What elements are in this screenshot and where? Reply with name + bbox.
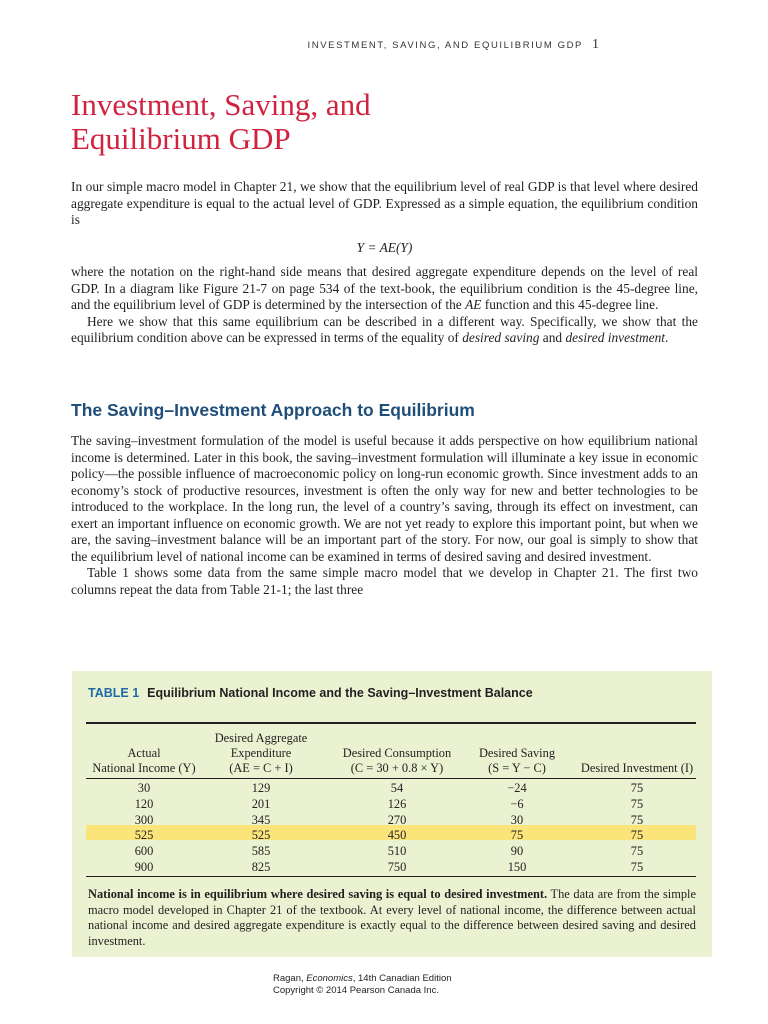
table-row — [86, 860, 696, 876]
column-header-2 — [206, 731, 316, 776]
column-header-3-line: Desired Consumption — [342, 746, 452, 760]
column-header-1-line: National Income (Y) — [92, 761, 196, 775]
intro-paragraph — [71, 179, 698, 229]
intro-p2-text-a: where the notation on the right-hand side means that desired aggregate expenditure depends on the level of real GDP. In a diagram like Figure 21-7 on page 534 of the text-book, the equilibrium condition is the 45-degree line, and the equilibrium level of GDP is determined by the intersection of the — [71, 264, 698, 312]
intro-p3-text-a: Here we show that this same equilibrium can be described in a different way. Specifically, we show that the equilibrium condition above can be expressed in terms of the equality of — [71, 313, 698, 345]
table-cell: 750 — [387, 859, 407, 874]
table-title: Equilibrium National Income and the Saving–Investment Balance — [147, 686, 533, 700]
column-header-4 — [462, 746, 572, 776]
intro-paragraph-1: In our simple macro model in Chapter 21, we show that the equilibrium level of real GDP is that level where desired aggregate expenditure is equal to the actual level of GDP. Expressed as a simple equation, the equilibrium condition is — [71, 179, 698, 227]
table-row — [86, 844, 696, 860]
column-header-2-line: Expenditure — [230, 746, 292, 760]
equilibrium-equation — [71, 240, 698, 256]
table-cell: 75 — [630, 859, 644, 874]
table-cell: −6 — [510, 796, 524, 811]
table-bottom-rule — [86, 876, 696, 877]
equation-text: Y = AE(Y) — [356, 240, 413, 255]
intro-p2-text-b: function and this 45-degree line. — [481, 297, 659, 312]
table-cell: 450 — [387, 828, 407, 843]
intro-p3-em-saving: desired saving — [462, 330, 540, 345]
section-heading: The Saving–Investment Approach to Equilibrium — [71, 400, 475, 420]
column-header-4-line: (S = Y − C) — [488, 761, 546, 775]
intro-paragraph-3 — [71, 314, 698, 347]
table-cell: 201 — [251, 796, 271, 811]
intro-p2-em: AE — [465, 297, 482, 312]
table-cell: 75 — [630, 844, 644, 859]
table-1-box — [72, 671, 712, 957]
intro-p3-mid: and — [539, 330, 566, 345]
footer-book-title: Economics — [306, 973, 353, 984]
footer-line-1 — [273, 973, 452, 985]
table-header-rule — [86, 778, 696, 779]
table-top-rule — [86, 722, 696, 724]
intro-p3-em-investment: desired investment — [565, 330, 666, 345]
table-cell: 585 — [251, 844, 271, 859]
column-header-3-line: (C = 30 + 0.8 × Y) — [350, 761, 444, 775]
table-cell: 525 — [134, 828, 154, 843]
running-head: INVESTMENT, SAVING, AND EQUILIBRIUM GDP — [307, 40, 583, 51]
column-header-1 — [79, 746, 209, 776]
column-header-2-line: Desired Aggregate — [214, 731, 308, 745]
table-cell: 270 — [387, 812, 407, 827]
table-cell: 30 — [137, 781, 151, 795]
page-number: 1 — [592, 37, 599, 52]
chapter-title-line-1: Investment, Saving, and — [71, 87, 371, 122]
section-paragraph-1: The saving–investment formulation of the model is useful because it adds perspective on how equilibrium national income is determined. Later in this book, the saving–investment formulation will illuminate a key issue in economic policy—the possible influence of macroeconomic policy on long-run economic growth. Since investment adds to an economy’s stock of productive resources, investment is often the only way for new and better technologies to be introduced to the workplace. In the long run, the level of a country’s saving, through its effect on investment, can exert an important influence on economic growth. We are not yet ready to explore this important point, but when we are, the saving–investment balance will be an important part of the story. For now, our goal is simply to show that the equilibrium level of national income can be examined in terms of desired saving and desired investment. — [71, 433, 698, 564]
table-cell: 900 — [134, 859, 154, 874]
column-header-1-line: Actual — [127, 746, 161, 760]
footer-line-1-a: Ragan, — [273, 973, 307, 984]
column-header-2-line: (AE = C + I) — [229, 761, 293, 775]
chapter-title — [71, 88, 371, 156]
table-cell: 75 — [630, 781, 644, 795]
table-cell: 129 — [251, 781, 271, 795]
table-note — [88, 887, 696, 949]
table-caption — [88, 686, 533, 700]
table-body — [86, 781, 696, 876]
table-cell: 510 — [387, 844, 407, 859]
section-paragraph-2: Table 1 shows some data from the same simple macro model that we develop in Chapter 21. The first two columns repeat the data from Table 21-1; the last three — [71, 565, 698, 597]
chapter-title-line-2: Equilibrium GDP — [71, 121, 291, 156]
table-note-bold: National income is in equilibrium where desired saving is equal to desired investment. — [88, 887, 548, 901]
intro-paragraph-2 — [71, 264, 698, 314]
table-cell: 30 — [510, 812, 524, 827]
table-cell: 90 — [510, 844, 524, 859]
footer-line-2: Copyright © 2014 Pearson Canada Inc. — [273, 985, 439, 996]
column-header-4-line: Desired Saving — [478, 746, 556, 760]
table-cell: 75 — [630, 812, 644, 827]
column-header-3 — [322, 746, 472, 776]
table-row — [86, 781, 696, 797]
section-body — [71, 433, 698, 598]
intro-continuation — [71, 264, 698, 347]
table-cell: 120 — [134, 796, 154, 811]
column-header-5 — [572, 761, 702, 776]
table-cell: 75 — [630, 828, 644, 843]
table-label: TABLE 1 — [88, 686, 140, 700]
table-header-row — [86, 726, 696, 776]
table-row — [86, 813, 696, 829]
footer-line-1-b: , 14th Canadian Edition — [352, 973, 452, 984]
table-cell: 345 — [251, 812, 271, 827]
table-cell: 75 — [510, 828, 524, 843]
table-cell: −24 — [507, 781, 527, 795]
table-cell: 54 — [390, 781, 404, 795]
table-cell: 525 — [251, 828, 271, 843]
table-row — [86, 797, 696, 813]
table-row — [86, 828, 696, 844]
table-cell: 150 — [507, 859, 527, 874]
table-cell: 75 — [630, 796, 644, 811]
footer-credit — [273, 973, 452, 997]
intro-p3-end: . — [665, 330, 669, 345]
table-cell: 600 — [134, 844, 154, 859]
table-cell: 300 — [134, 812, 154, 827]
column-header-5-line: Desired Investment (I) — [580, 761, 694, 775]
table-note-text: The data are from the simple macro model developed in Chapter 21 of the textbook. At every level of national income, the difference between actual national income and desired aggregate expenditure is exactly equal to the difference between desired saving and desired investment. — [88, 887, 696, 948]
table-cell: 126 — [387, 796, 407, 811]
table-cell: 825 — [251, 859, 271, 874]
